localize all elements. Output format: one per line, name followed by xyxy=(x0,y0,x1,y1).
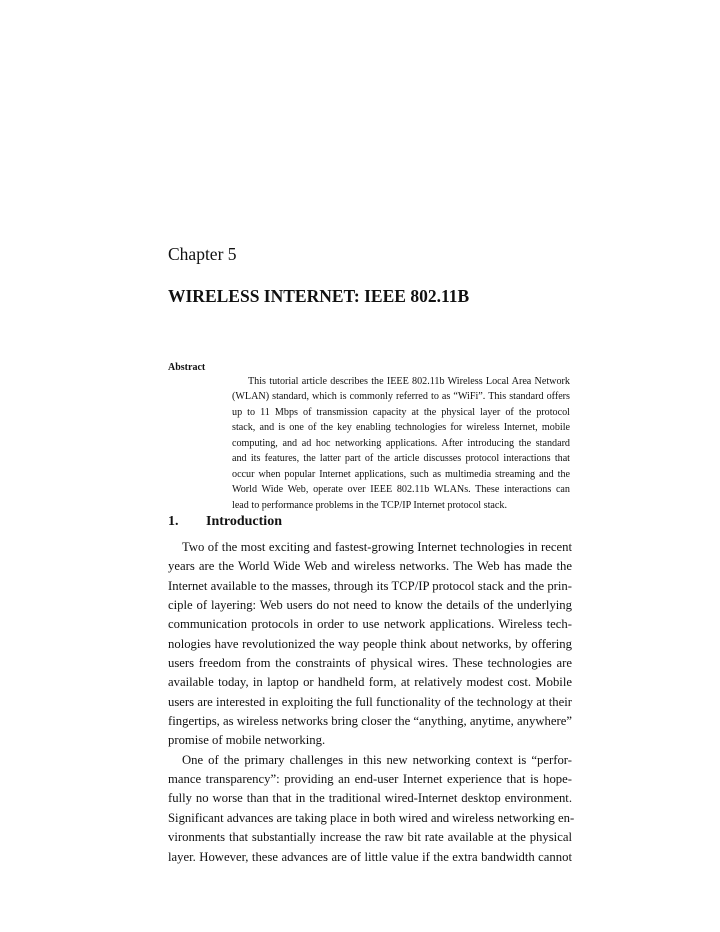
body-line: layer. However, these advances are of little value if the extra bandwidth cannot xyxy=(168,849,572,864)
body-line: vironments that substantially increase the raw bit rate available at the physical xyxy=(168,830,572,845)
body-line: One of the primary challenges in this new networking context is “perfor- xyxy=(182,752,572,767)
abstract-heading: Abstract xyxy=(168,362,206,373)
body-line: Internet available to the masses, through its TCP/IP protocol stack and the prin- xyxy=(168,578,572,593)
body-line: promise of mobile networking. xyxy=(168,733,326,748)
body-line: fully no worse than that in the traditional wired-Internet desktop environment. xyxy=(168,791,572,806)
abstract-line: World Wide Web, operate over IEEE 802.11b WLANs. These interactions can xyxy=(232,484,570,496)
abstract-line: stack, and is one of the key enabling technologies for wireless Internet, mobile xyxy=(232,422,570,434)
section-heading xyxy=(168,513,282,531)
section-number: 1. xyxy=(168,514,179,529)
body-line: mance transparency”: providing an end-user Internet experience that is hope- xyxy=(168,772,572,787)
body-line: users freedom from the constraints of physical wires. These technologies are xyxy=(168,656,572,671)
chapter-label: Chapter 5 xyxy=(168,244,237,264)
abstract-line: This tutorial article describes the IEEE 802.11b Wireless Local Area Network xyxy=(248,376,570,387)
abstract-line: up to 11 Mbps of transmission capacity at the physical layer of the protocol xyxy=(232,406,570,418)
body-line: years are the World Wide Web and wireless networks. The Web has made the xyxy=(168,559,572,574)
body-line: nologies have revolutionized the way people think about networks, by offering xyxy=(168,636,572,651)
body-line: fingertips, as wireless networks bring closer the “anything, anytime, anywhere” xyxy=(168,714,572,729)
body-line: available today, in laptop or handheld form, at relatively modest cost. Mobile xyxy=(168,675,572,690)
body-line: Two of the most exciting and fastest-growing Internet technologies in recent xyxy=(182,540,572,554)
body-line: Significant advances are taking place in both wired and wireless networking en- xyxy=(168,810,575,825)
body-line: ciple of layering: Web users do not need to know the details of the underlying xyxy=(168,598,572,613)
body-line: users are interested in exploiting the full functionality of the technology at their xyxy=(168,694,572,709)
section-title: Introduction xyxy=(206,514,282,529)
abstract-line: computing, and ad hoc networking applications. After introducing the standard xyxy=(232,437,570,449)
chapter-title: WIRELESS INTERNET: IEEE 802.11B xyxy=(168,286,470,306)
body-text xyxy=(168,538,575,867)
abstract-line: and its features, the latter part of the article discusses protocol interactions that xyxy=(232,453,570,465)
abstract-line: occur when popular Internet applications, such as multimedia streaming and the xyxy=(232,468,570,480)
abstract-body xyxy=(232,374,570,513)
abstract-line: lead to performance problems in the TCP/IP Internet protocol stack. xyxy=(232,499,507,511)
abstract-line: (WLAN) standard, which is commonly referred to as “WiFi”. This standard offers xyxy=(232,391,570,403)
body-line: communication protocols in order to use network applications. Wireless tech- xyxy=(168,617,572,632)
